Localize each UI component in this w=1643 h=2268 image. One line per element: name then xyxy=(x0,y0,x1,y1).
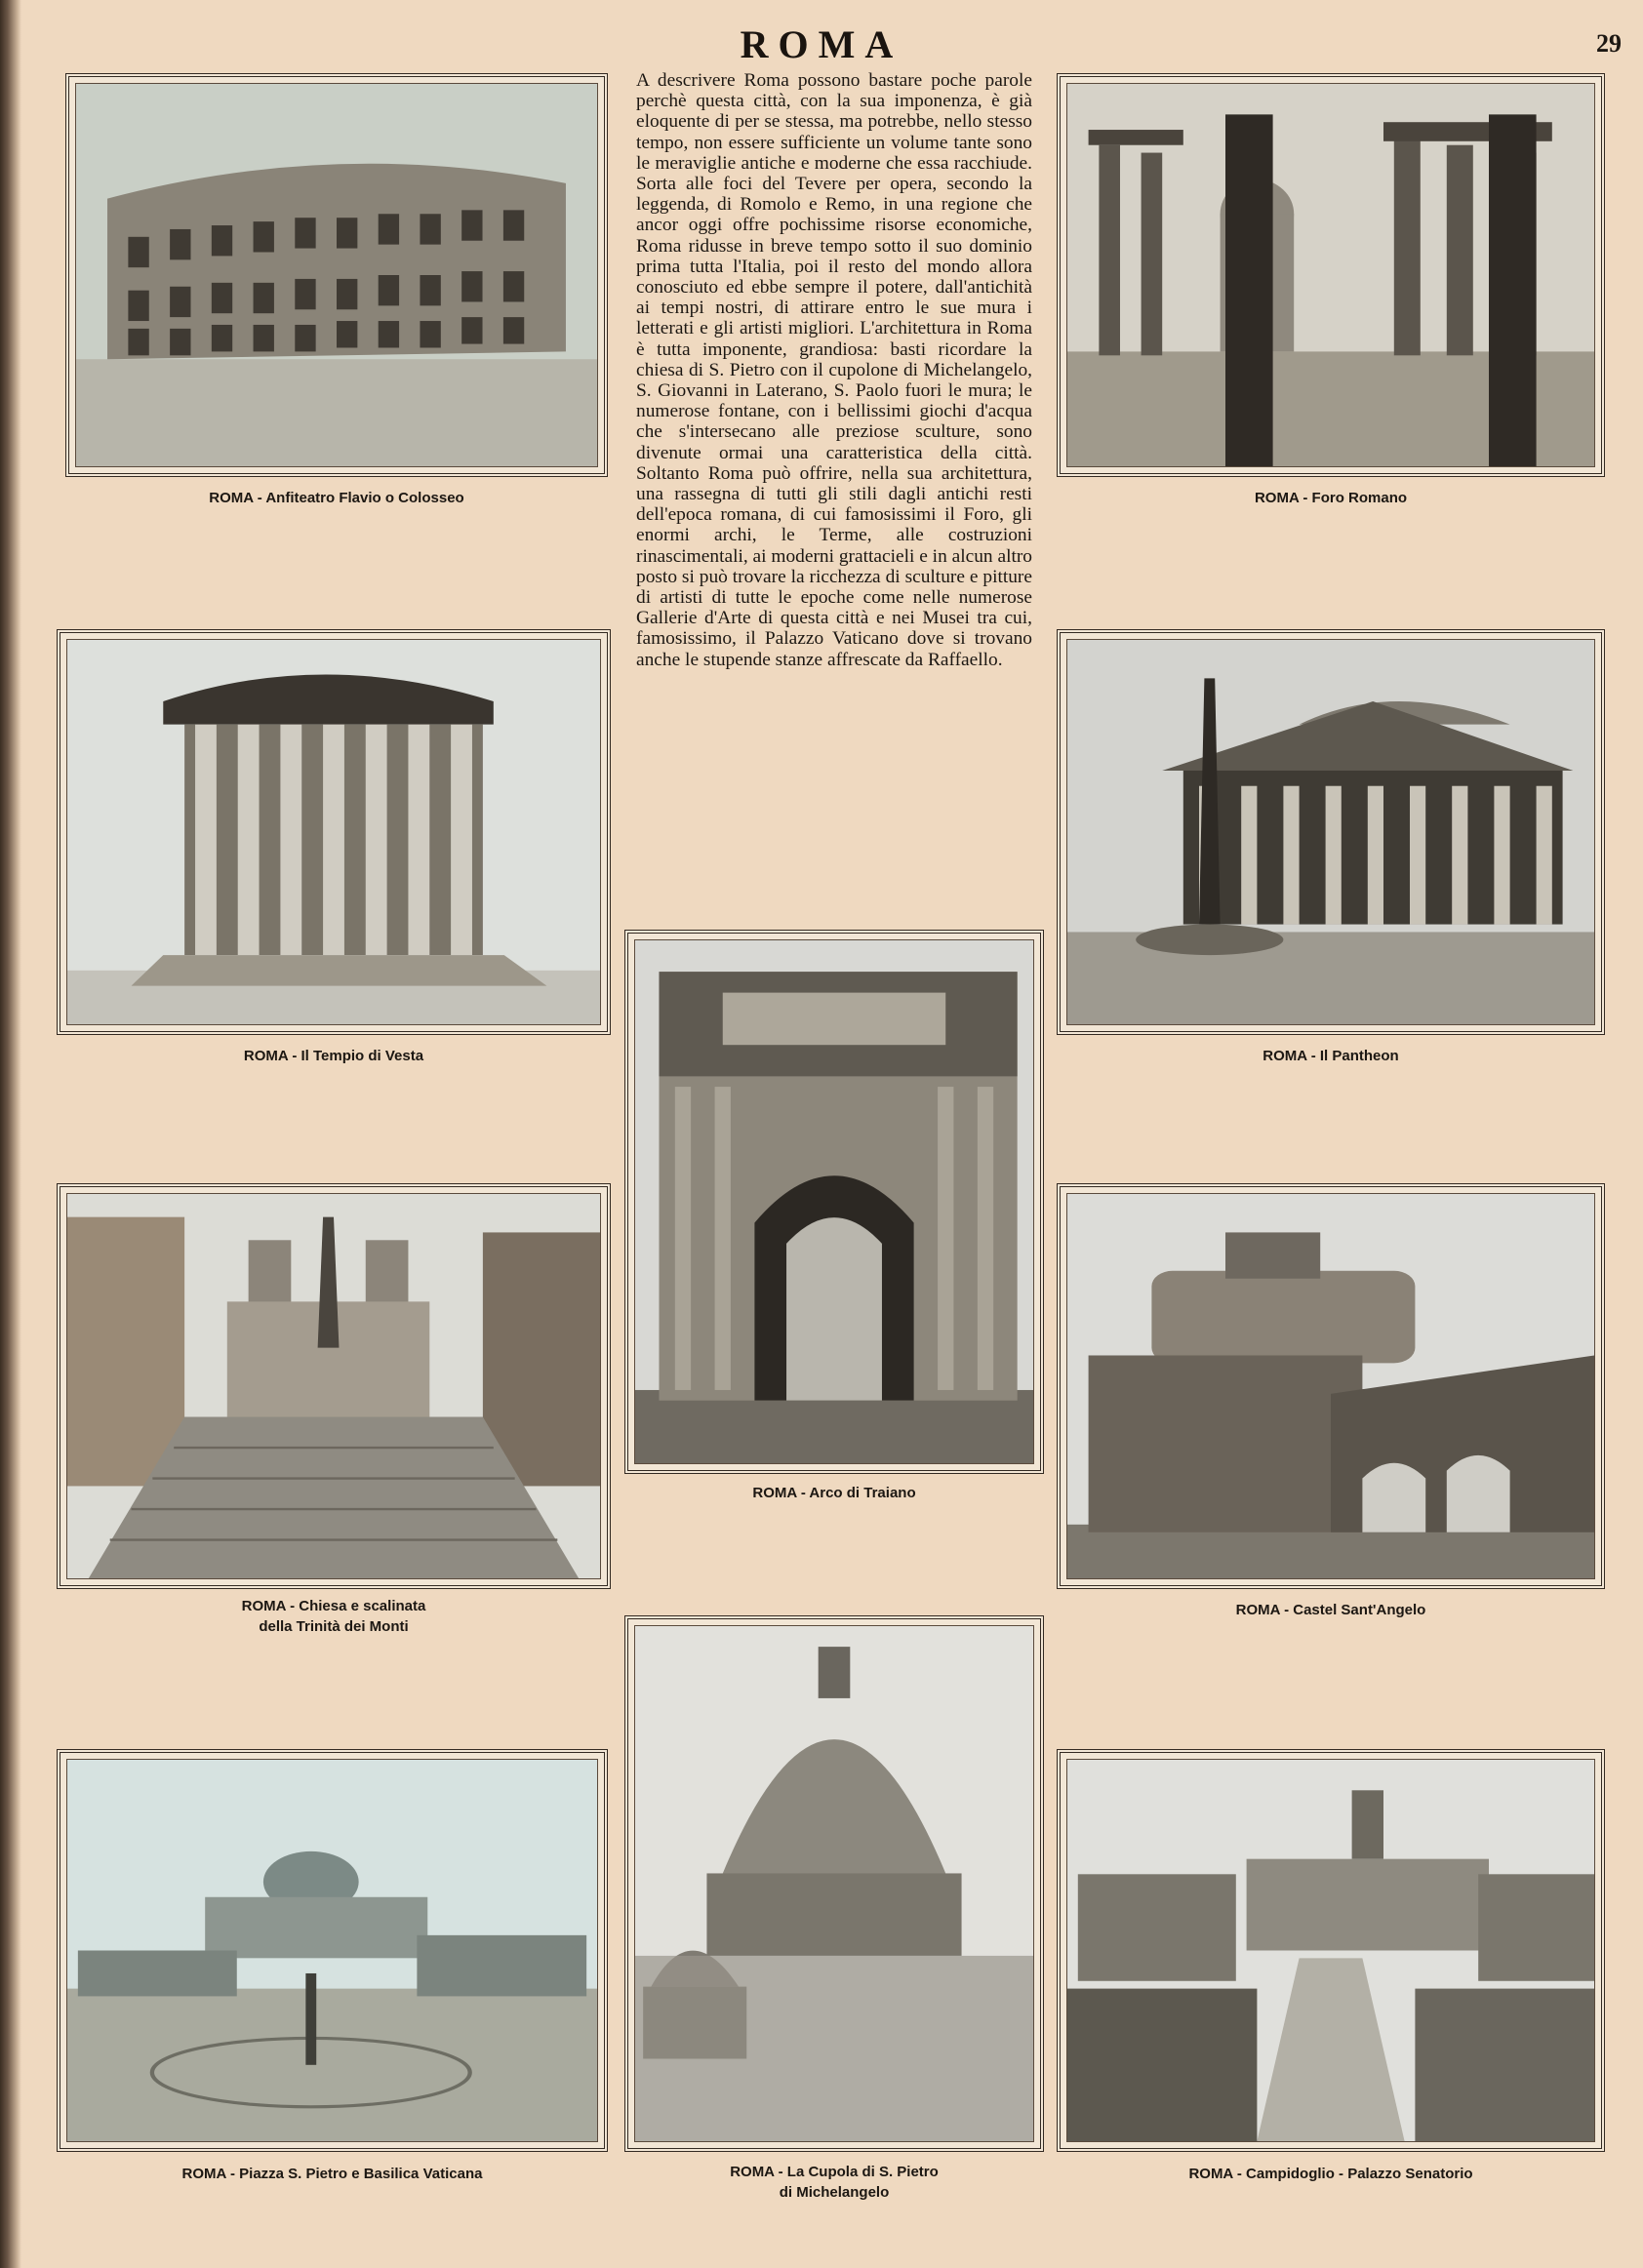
caption-trinita-line-1: ROMA - Chiesa e scalinata xyxy=(241,1598,426,1614)
caption-pantheon xyxy=(1057,1046,1605,1066)
photo-castel xyxy=(1057,1183,1605,1589)
caption-arco xyxy=(624,1483,1044,1503)
caption-vesta xyxy=(57,1046,611,1066)
caption-trinita xyxy=(57,1596,611,1637)
caption-foro xyxy=(1057,488,1605,508)
photo-colosseo xyxy=(65,73,608,477)
pantheon-image xyxy=(1067,640,1594,1024)
photo-vesta xyxy=(57,629,611,1035)
caption-colosseo-line: ROMA - Anfiteatro Flavio o Colosseo xyxy=(209,490,464,506)
photo-sanpietro xyxy=(57,1749,608,2152)
photo-pantheon xyxy=(1057,629,1605,1035)
caption-cupola xyxy=(624,2162,1044,2203)
caption-sanpietro xyxy=(57,2164,608,2184)
photo-campidoglio xyxy=(1057,1749,1605,2152)
page-title: ROMA xyxy=(740,22,903,66)
caption-pantheon-line: ROMA - Il Pantheon xyxy=(1262,1048,1399,1064)
photo-trinita xyxy=(57,1183,611,1589)
caption-trinita-line-2: della Trinità dei Monti xyxy=(259,1618,409,1635)
page-number: 29 xyxy=(1596,29,1622,58)
page-spine-shadow xyxy=(0,0,21,2268)
caption-campidoglio-line: ROMA - Campidoglio - Palazzo Senatorio xyxy=(1188,2166,1473,2182)
dome-image xyxy=(635,1626,1033,2141)
photo-arco xyxy=(624,930,1044,1474)
caption-sanpietro-line: ROMA - Piazza S. Pietro e Basilica Vaticana xyxy=(181,2166,483,2182)
capitol-image xyxy=(1067,1760,1594,2141)
church-stairs-image xyxy=(67,1194,600,1578)
caption-arco-line: ROMA - Arco di Traiano xyxy=(752,1485,916,1501)
caption-castel-line: ROMA - Castel Sant'Angelo xyxy=(1235,1602,1426,1618)
caption-castel xyxy=(1057,1600,1605,1620)
forum-image xyxy=(1067,84,1594,466)
photo-cupola xyxy=(624,1615,1044,2152)
castle-image xyxy=(1067,1194,1594,1578)
colosseum-image xyxy=(76,84,597,466)
photo-foro xyxy=(1057,73,1605,477)
caption-cupola-line-2: di Michelangelo xyxy=(779,2184,890,2201)
caption-campidoglio xyxy=(1057,2164,1605,2184)
caption-vesta-line: ROMA - Il Tempio di Vesta xyxy=(243,1048,424,1064)
square-basilica-image xyxy=(67,1760,597,2141)
caption-colosseo xyxy=(65,488,608,508)
triumphal-arch-image xyxy=(635,940,1033,1463)
round-temple-image xyxy=(67,640,600,1024)
caption-cupola-line-1: ROMA - La Cupola di S. Pietro xyxy=(730,2164,939,2180)
intro-text: A descrivere Roma possono bastare poche parole perchè questa città, con la sua imponenza, è già eloquente di per se stessa, ma potrebbe, nello stesso tempo, non essere sufficiente un volume tante sono le meraviglie antiche e moderne che essa racchiude. Sorta alle foci del Tevere per opera, secondo la leggenda, di Romolo e Remo, in una regione che ancor oggi offre pochissime risorse economiche, Roma ridusse in breve tempo sotto il suo dominio prima tutta l'Italia, poi il resto del mondo allora conosciuto ed ebbe sempre il potere, dall'antichità ai tempi nostri, di attirare entro le sue mura i letterati e gli artisti migliori. L'architettura in Roma è tutta imponente, grandiosa: basti ricordare la chiesa di S. Pietro con il cupolone di Michelangelo, S. Giovanni in Laterano, S. Paolo fuori le mura; le numerose fontane, con i bellissimi giochi d'acqua che s'intersecano alle preziose sculture, sono divenute ormai una caratteristica della città. Soltanto Roma può offrire, nella sua architettura, una rassegna di tutti gli stili dagli antichi resti dell'epoca romana, di cui famosissimi il Foro, gli enormi archi, le Terme, alle costruzioni rinascimentali, ai moderni grattacieli e in alcun altro posto si può trovare la ricchezza di sculture e pitture di artisti di tutte le epoche come nelle numerose Gallerie d'Arte di questa città e nei Musei tra cui, famosissimo, il Palazzo Vaticano dove si trovano anche le stupende stanze affrescate da Raffaello. xyxy=(636,70,1032,670)
caption-foro-line: ROMA - Foro Romano xyxy=(1254,490,1408,506)
